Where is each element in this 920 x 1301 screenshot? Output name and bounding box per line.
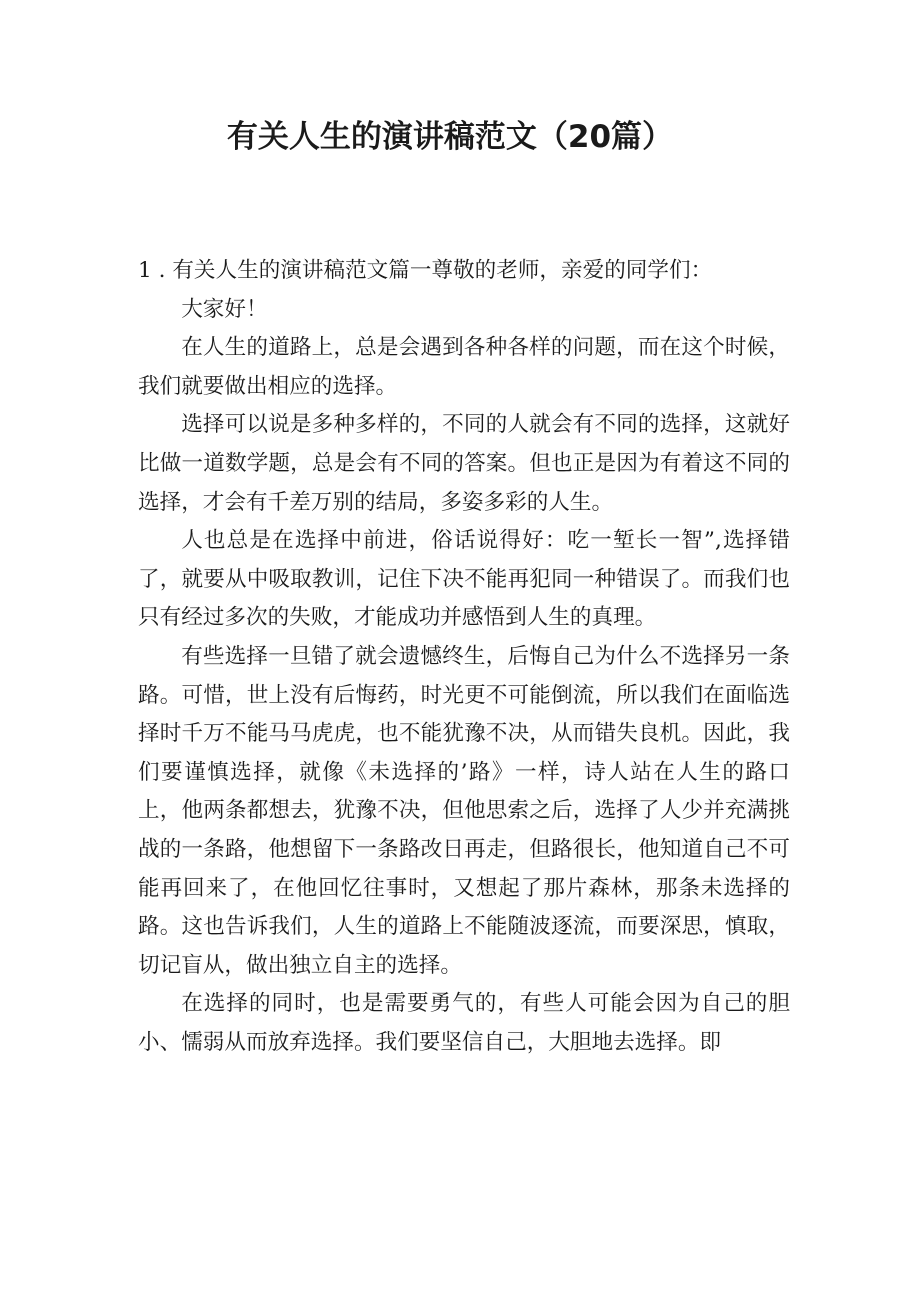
paragraph: 人也总是在选择中前进，俗话说得好：吃一堑长一智”,选择错了，就要从中吸取教训，记住下决不能再犯同一种错误了。而我们也只有经过多次的失败，才能成功并感悟到人生的真理。 <box>138 528 790 631</box>
paragraph: 在选择的同时，也是需要勇气的，有些人可能会因为自己的胆小、懦弱从而放弃选择。我们要坚信自己，大胆地去选择。即 <box>138 991 790 1055</box>
document-title: 有关人生的演讲稿范文（20篇） <box>226 119 674 155</box>
paragraph-greeting: 大家好！ <box>181 296 268 322</box>
paragraph: 选择可以说是多种多样的，不同的人就会有不同的选择，这就好比做一道数学题，总是会有不同的答案。但也正是因为有着这不同的选择，才会有千差万别的结局，多姿多彩的人生。 <box>138 412 790 515</box>
section-heading-line: 1 . 有关人生的演讲稿范文篇一尊敬的老师，亲爱的同学们： <box>138 258 713 283</box>
paragraph: 在人生的道路上，总是会遇到各种各样的问题，而在这个时候，我们就要做出相应的选择。 <box>138 335 790 399</box>
document-body <box>138 252 790 1062</box>
paragraph: 有些选择一旦错了就会遗憾终生，后悔自己为什么不选择另一条路。可惜，世上没有后悔药，时光更不可能倒流，所以我们在面临选择时千万不能马马虎虎，也不能犹豫不决，从而错失良机。因此，我们要谨慎选择，就像《未选择的’路》一样，诗人站在人生的路口上，他两条都想去，犹豫不决，但他思索之后，选择了人少并充满挑战的一条路，他想留下一条路改日再走，但路很长，他知道自己不可能再回来了，在他回忆往事时，又想起了那片森林，那条未选择的路。这也告诉我们，人生的道路上不能随波逐流，而要深思，慎取，切记盲从，做出独立自主的选择。 <box>138 643 790 978</box>
